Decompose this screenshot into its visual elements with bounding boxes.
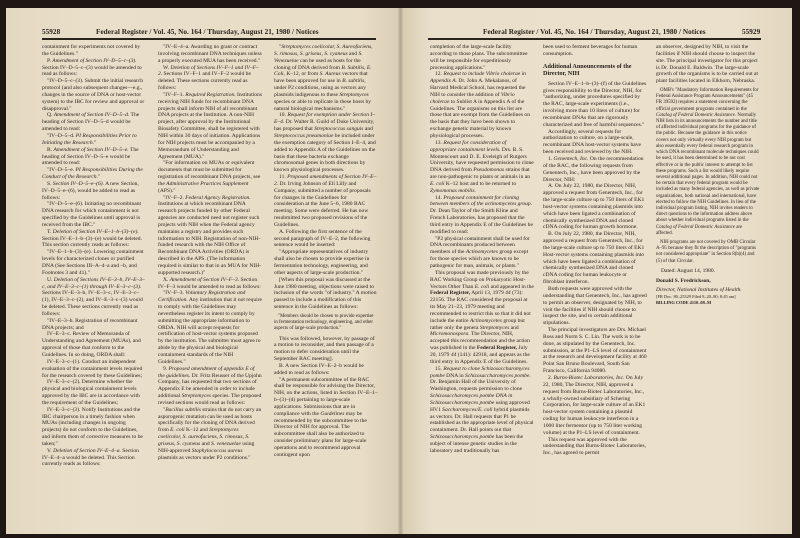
text-run: Q. [47, 112, 54, 119]
paragraph [158, 92, 262, 160]
text-run: may be recommended by the subcommittee to the Director of NIH for approval. The subcommittee shall also be authorized to consider preliminary plans for large-scale operations and to recommend approval contingent upon [274, 410, 367, 458]
text-run: hybrid plasmids as vectors. Dr. Hall requests that P1 be established as the appropriate level of physical containment. Dr. Hall points out that [430, 406, 534, 434]
paragraph [42, 331, 146, 358]
italic-text: Deletion of Section IV–E–1–b–(3)–(e). [52, 228, 139, 235]
text-run: group except for those species which are known to be pathogenic for man, animals, or plants." [430, 249, 529, 269]
text-run: The heading of Section IV–D–5–d would be amended to read: [42, 112, 140, 133]
text-run: and [347, 50, 359, 57]
paragraph [656, 287, 760, 294]
paragraph [656, 300, 760, 306]
text-run: completion of the large-scale facility according to those plans. The subcommittee will be responsible for expeditiously processing applications." [430, 44, 528, 71]
text-run: been used to ferment beverages for human consumption. [543, 44, 638, 57]
text-run: V. [47, 447, 54, 454]
text-run: Sections IV–F–1 and IV–F–2 would be deleted. These sections currently read as follows: [158, 71, 251, 92]
text-run: " [94, 139, 97, 146]
right-running-head: Federal Register / Vol. 45, No. 164 / Thursday, August 21, 1980 / Notices [483, 28, 706, 36]
italic-text: Deletion of Sections IV–F–1 and IV–F–2. [158, 64, 259, 78]
paragraph [656, 44, 760, 85]
text-run: Dr. Fritz Reusser of the Upjohn Company, has requested that two sections of Appendix E be amended in order to include additional [158, 372, 262, 400]
text-run: Dr. John A. Mekalanos, of Harvard Medical School, has requested the NIH to consider the addition of [430, 78, 526, 98]
text-run: and [509, 324, 519, 331]
text-run: Section IV–D–5–c–(3) would be amended to read as follows: [42, 64, 142, 78]
italic-text: 44 [505, 290, 511, 297]
text-run: Institutions at which recombinant DNA research projects funded by other Federal agencies are conducted need not register such projects with NIH when the Federal agency maintains a registry and provides such information to NIH. Registration of non-NIH-funded research with the NIH Office of Recombinant DNA Activities (ORDA) is described in the APS. (The information required is similar to that in an MUA for NIH-supported research.)" [158, 201, 262, 276]
text-run: 1. [548, 155, 554, 162]
text-run: This was followed, however, by passage of a motion to reconsider, and then passage of a motion to defer consideration until the September RAC meeting]. [274, 335, 375, 363]
text-run: 14. [435, 194, 444, 201]
paragraph [430, 366, 534, 455]
paragraph [42, 229, 146, 250]
paragraph [430, 71, 534, 139]
italic-text: Bacillus subtilis [165, 406, 201, 413]
text-run: Accordingly, several requests for authorization to culture, on a large-scale, recombinant DNA host-vector systems have been received and reviewed by the NIH. [543, 128, 641, 156]
text-run: OMB's "Mandatory Information Requirements for Federal Assistance Program Announcements" (45 FR 39592) requires a statement concerning the official government programs contained in the [656, 88, 759, 112]
page-fold-gutter [398, 8, 403, 534]
text-run: B. On July 22, 1980, the Director, NIH, approved a request from Genentech, Inc., for the large-scale culture up to 750 liters of EK1 Host-vector systems containing plasmids into which have been ligated a combination of chemically synthesized DNA and cloned cDNA coding for human leukocyte or fibroblast interferon. [543, 231, 645, 286]
text-column-4 [430, 44, 534, 455]
paragraph [158, 407, 262, 462]
paragraph [656, 88, 760, 237]
text-run: and [200, 440, 212, 447]
text-run: 13. [435, 139, 444, 146]
italic-text: Streptococcus pneumoniae [274, 132, 334, 139]
text-run: S. [47, 180, 53, 187]
text-run: A new Section, IV–D–5–e–(6), would be added to read as follows: [42, 180, 139, 201]
italic-text: Section IV–D–5–e–(6). [52, 180, 104, 187]
text-run: group but rather only the genera [430, 317, 525, 331]
text-run: On the recommendation of the RAC, the following requests from Genentech, Inc., have been approved by the Director, NIH: [543, 155, 644, 183]
paragraph [42, 359, 146, 380]
italic-text: Pseudomonas [473, 167, 505, 174]
text-run: "IV–D–5–e. [47, 167, 76, 174]
paragraph [42, 277, 146, 318]
italic-text: S. Venezuelae [274, 50, 363, 64]
italic-text: E. coli [474, 283, 490, 290]
text-run: The heading of Section IV–D–5–e would be amended to read: [42, 146, 139, 167]
italic-text: Vibrio cholerae [430, 91, 515, 105]
italic-text: S. venezuelae [211, 440, 241, 447]
italic-text: 44 [450, 351, 457, 358]
italic-text: Saccharomyces/E. coli [442, 406, 493, 413]
paragraph [656, 268, 760, 275]
text-run: has been the subject of intense genetic studies in the laboratory and traditionally has [430, 434, 524, 454]
text-run: Additional Announcements of the Director, NIH [543, 62, 632, 77]
text-run: Normally NIH lists in its announcements the number and title of affected individual programs for the guidance of the public. Because the guidance in this notice covers not only virtually every NIH program but also essentially every federal research program in which DNA recombinant molecule techniques could be used, it has been determined to be not cost effective or in the public interest to attempt to list these programs. Such a list would likely require several additional pages. In addition, NIH could not be certain that every federal program would be included as many federal agencies, as well as private organizations, both national and international, have elected to follow the NIH Guidelines. In lieu of the individual program listing, NIH invites readers to direct questions to the information address above about whether individual programs listed in the [656, 112, 760, 224]
section-heading [543, 63, 647, 77]
paragraph [42, 181, 146, 202]
italic-text: Guidelines [320, 410, 345, 417]
text-run: "IV–E–4–a. Awarding no grant or contract involving recombinant DNA techniques unless a properly executed MUA has been received." [158, 44, 262, 64]
paragraph [543, 375, 647, 437]
text-run: 2. [548, 374, 554, 381]
paragraph [274, 377, 378, 459]
text-run: " [279, 44, 282, 50]
text-run: P. [47, 57, 53, 64]
text-run: The principal investigators are Drs. Michael Ross and Norm S. C. Lin. The work is to be done, as stipulated by the Genentech, Inc. submission, at the P1–LS level of containment at the research and development facility at 460 Point San Bruno Boulevard, South San Francisco, California 94080. [543, 327, 647, 375]
right-header-rule [428, 38, 761, 40]
italic-text: PI Responsibilities During the Conduct of the Research. [42, 167, 143, 181]
paragraph [543, 81, 647, 129]
text-run: species. The proposed revised sections would read as follows: [158, 393, 262, 406]
paragraph [42, 112, 146, 133]
text-run: April 13, 1979 [470, 290, 506, 297]
italic-text: Voluntary Registration and Certification. [158, 290, 246, 304]
italic-text: E. coli [170, 427, 185, 434]
text-run: [FR Doc. 80–25329 Filed 8–20–80; 8:45 am] [656, 294, 736, 300]
text-run: "P2 physical containment shall be used for DNA recombinants produced between members of the [430, 235, 530, 256]
italic-text: Proposed containment for cloning between members of the actinomycetes group. [430, 194, 533, 208]
text-run: "IV–F–1. [163, 91, 186, 98]
text-run: 10. [279, 112, 288, 119]
italic-text: Request to clone Schizosaccharomyces pombe [430, 365, 530, 379]
italic-text: Director, National Institutes of Health. [656, 287, 742, 294]
italic-text: Staphylococcus aureus [191, 447, 243, 454]
text-run: Dr. Walter R. Guild of Duke University, has proposed that [274, 119, 375, 133]
text-run: be included under the exemption category of Section I–E–4, and added to Appendix A of the Guidelines on the basis that these bacteria exchange chromosomal genes in both directions by known physiological processes. [274, 132, 376, 174]
paragraph [274, 174, 378, 229]
text-run: Drs. B. S. Montencourt and D. E. Eveleigh of Rutgers University, have requested permission to clone DNA derived from [430, 146, 534, 174]
italic-text: Amendment of Section IV–F–3. [169, 276, 240, 283]
text-run: under P2 conditions, using as vectors any plasmids indigenous to these [274, 85, 366, 98]
paragraph [274, 336, 378, 363]
bold-text: Federal Register, [430, 290, 471, 297]
italic-text: Genentech, Inc. [553, 155, 589, 162]
italic-text: Micromonospora. [430, 331, 470, 338]
text-run: Both requests were approved with the understanding that Genentech, Inc., has agreed to permit an observer, designated by NIH, to visit the facilities if NIH should choose to inspect the site, and to certain additional stipulations. [543, 286, 647, 327]
italic-text: Amendment of Section IV–D–5–d. [53, 112, 130, 119]
paragraph [274, 363, 378, 377]
text-run: 12. [435, 71, 444, 78]
text-run: Any institution that it not require to comply with the Guidelines may nevertheless register its intent to comply by submitting the appropriate information to ORDA. NIH will accept requests for certification of host-vector systems proposed by the institution. The submitter must agree to abide by the physical and biological containment standards of the NIH Guidelines." [158, 297, 263, 365]
text-column-2 [158, 44, 262, 461]
italic-text: Request for exemption under Section I–E–4. [274, 112, 375, 126]
paragraph [543, 44, 647, 58]
text-run: (141): 42918, and appears as the third entry in Appendix E of the Guidelines. [430, 351, 530, 365]
italic-text: E. coli [430, 180, 445, 187]
text-run: strains that are non-pathogenic to plants or animals in an [430, 167, 530, 181]
paragraph [42, 147, 146, 168]
paragraph [158, 65, 262, 92]
text-run: IV–E–3–c–(1). Conduct an independent evaluation of the containment levels required for the research covered by these Guidelines; [42, 358, 143, 379]
text-column-1 [42, 44, 146, 468]
text-run: W. [163, 64, 171, 71]
text-run: Section IV–E–1–b–(3)–(e) would be deleted. This section currently reads as follows: [42, 235, 142, 249]
text-run: strains that do not carry an asporogenic mutation can be used as hosts specifically for the cloning of DNA derived from [158, 406, 262, 434]
text-run: K–12 and [184, 427, 210, 434]
text-run: containment for experiments not covered by the Guidelines." [42, 44, 141, 57]
bold-text: Federal Register, [476, 345, 517, 352]
text-run: "Appropriate representatives of industry shall also be chosen to provide expertise in fermentation technology, engineering, and other aspects of large-scale production." [274, 249, 370, 276]
text-run: using approved HV1 [430, 399, 530, 413]
text-run: On July 22, 1980, The Director, NIH, approved a request from Burns-Biotec Laboratories, Inc., a wholly-owned subsidiary of Schering Corporation, for large-scale culture of an EK1 host-vector system containing a plasmid coding for human leukocyte interferon in a 1000 liter fermentor (up to 750 liter working volume) at the P1–LS level of containment. [543, 374, 646, 436]
italic-text: Zymomonas mobilis. [430, 187, 476, 194]
paragraph [158, 195, 262, 277]
paragraph [42, 78, 146, 112]
right-page-number: 55929 [742, 28, 761, 36]
text-run: T. [47, 228, 53, 235]
italic-text: Streptomyces [181, 393, 211, 400]
text-run: Section IV–F–3 would be amended to read as follows: [158, 276, 261, 290]
paragraph [42, 133, 146, 147]
bold-text: Donald S. Fredrickson, [656, 277, 711, 284]
paragraph [430, 270, 534, 366]
italic-text: Streptomyces coelicolor, S. aureofaciens, S. rimosus, S. griseus, S. cyaneus [158, 427, 250, 447]
text-run: "IV–E–3–b. Registration of recombinant DNA projects; and [42, 317, 138, 331]
paragraph [42, 201, 146, 228]
paragraph [274, 229, 378, 250]
text-run: (APS)." [158, 187, 176, 194]
text-run: B. A new Section IV–E–2–b would be added to read as follows: [274, 362, 364, 376]
text-run: The Director, NIH, accepted this recommendation and the action was published in the [430, 331, 530, 352]
text-run: A. Following the first sentence of the second paragraph of IV–E–2, the following sentence would be inserted: [274, 228, 371, 249]
paragraph [543, 129, 647, 156]
text-run: Dr. Benjamin Hall of the University of Washington, requests permission to clone [430, 379, 523, 393]
italic-text: Actinomycetes [469, 317, 502, 324]
italic-text: Request for consideration of appropriate containment levels. [430, 139, 507, 153]
paragraph [430, 44, 534, 71]
italic-text: Deletion of Sections IV–E–3–b, IV–E–3–c, and IV–E–3–c–(1) through IV–E–3–c–(3). [42, 276, 145, 290]
paragraph [430, 195, 534, 236]
paragraph [543, 437, 647, 458]
text-run: "IV–F–2. [163, 194, 186, 201]
italic-text: B. Subtilis, E. Coli, [274, 64, 372, 78]
text-run: can be used as hosts for the cloning of DNA derived from [274, 57, 361, 71]
paragraph [42, 407, 146, 448]
text-run: "A permanent subcommittee of the RAC shall be responsible for advising the Director, NIH, on the actions, listed in Section IV–E–1–b–(3)–(d) pertaining to large-scale applications. Submissions that are in compliance with the [274, 376, 378, 417]
italic-text: Amendment of Section IV–D–5–e. [53, 146, 129, 153]
text-run: Dated: August 14, 1980. [661, 267, 716, 274]
text-run: 9. [163, 365, 169, 372]
text-run: vectors that have been approved for use in [274, 71, 368, 85]
paragraph [42, 249, 146, 276]
text-run: " [97, 174, 101, 181]
paragraph [543, 286, 647, 327]
paragraph [656, 278, 760, 285]
paragraph [158, 366, 262, 407]
paragraph [158, 160, 262, 194]
text-run: DNA in [444, 372, 465, 379]
paragraph [656, 240, 760, 265]
paragraph [274, 277, 378, 311]
italic-text: Request to include Vibrio cholerae in Appendix A. [430, 71, 526, 85]
text-run: plasmids as vectors under P2 conditions." [158, 454, 251, 461]
text-run: using NIH-approved [158, 440, 255, 454]
italic-text: Schizosaccharomyces pombe DNA in Schizosaccharomyces pombe [430, 393, 513, 406]
text-run: Section IV–E–1–b–(3)–(f) of the Guidelines gives responsibility to the Director, NIH, for "authorizing, under procedures specified by the RAC, large-scale experiments (i.e., involving more than 10 liters of culture) for recombinant DNAs that are rigorously characterized and free of harmful sequences." [543, 80, 647, 128]
text-run: and appeared in the [489, 283, 534, 290]
italic-text: Streptomyces [479, 324, 510, 331]
text-run: "IV–D–5–e–(6). Initiating no recombinant DNA research for which containment is not specified by the Guidelines until approval is received from the IBC." [42, 201, 142, 228]
paragraph [42, 448, 146, 469]
paragraph [543, 231, 647, 286]
text-run: K–12 host and to be returned to [444, 180, 517, 187]
paragraph [42, 379, 146, 406]
text-run: Dr. Dean Taylor of the Smith Kline and French Laboratories, has proposed that the third entry in Appendix E of the Guidelines be modified to read: [430, 208, 533, 235]
text-run: Dr. Irving Johnson of Eli Lilly and Company, submitted a number of proposals for changes in the Guidelines for consideration at the June 5–6, 1980 RAC meeting. Some were deferred. He has now resubmitted two proposed revisions of the Guidelines. [274, 180, 371, 228]
italic-text: Proposed amendments of Section IV–E–2. [274, 174, 377, 187]
paragraph [274, 314, 378, 333]
left-page-number: 55928 [42, 28, 61, 36]
text-run: "Members should be chosen to provide expertise in fermentation technology, engineering, and other aspects of large-scale production." [274, 313, 374, 332]
text-run: 15. [435, 365, 444, 372]
text-column-5 [543, 44, 647, 457]
italic-text: Amendment of Section IV–D–5–c–(3). [52, 57, 137, 64]
bold-text: BILLING CODE 4110–08–M [656, 300, 712, 306]
italic-text: Streptococcus sanguis [314, 126, 364, 133]
text-run: X. [163, 276, 170, 283]
paragraph [543, 156, 647, 183]
italic-text: Schizosaccharomyces pombe. [464, 372, 531, 379]
text-run: This request was approved with the understanding that Burns-Biotec Laboratories, Inc., has agreed to permit [543, 436, 646, 457]
paragraph [274, 112, 378, 174]
text-run: [When this proposal was discussed at the June 1980 meeting, objections were raised to inclusion of the words "of industry." A motion passed to include a modification of this sentence in the Guidelines as follows: [274, 276, 377, 311]
text-run: "IV–D–5–c–(3). Submit the initial research protocol (and also subsequent changes—e.g., changes in the source of DNA or host-vector system) to the IBC for review and approval or disapproval." [42, 78, 145, 112]
text-run: K–12, or from [284, 71, 320, 78]
paragraph [42, 44, 146, 58]
italic-text: Streptomyces coelicolar, S. Aureofaciens, S. rimosus, S. griseus, S. cyaneus [274, 44, 373, 57]
italic-text: Deletion of Section IV–E–4–a. [53, 447, 121, 454]
text-run: to Sublist A in Appendix A of the Guidelines. The organisms on this list are those that are exempt from the Guidelines on the basis that they have been shown to exchange genetic material by known physiological processes. [430, 98, 530, 139]
italic-text: S. Aureus [319, 71, 341, 78]
text-run: Section IV–E–4–a would be deleted. This Section currently reads as follows: [42, 447, 139, 468]
paragraph [543, 327, 647, 375]
italic-text: Actinomycetes [465, 249, 498, 256]
left-running-head: Federal Register / Vol. 45, No. 164 / Thursday, August 21, 1980 / Notices [96, 28, 319, 36]
paragraph [274, 44, 378, 112]
paragraph [42, 58, 146, 79]
text-run: IV–E–3–c–(3). Notify Institutions and the IBC chairperson in a timely fashion when MUAs (including changes in ongoing projects) do not conform to the Guidelines, and inform them of corrective measures to be taken;" [42, 406, 143, 447]
italic-text: PI Responsibilities Prior to Initiating the Research. [42, 132, 137, 146]
text-run: A. On July 22, 1980, the Director, NIH, approved a request from Genentech, Inc., for the large-scale culture up to 750 liters of EK1 host-vector systems containing plasmids into which have been ligated a combination of chemically synthesized DNA and cloned cDNA coding for human growth hormone. [543, 183, 645, 231]
paragraph [430, 236, 534, 270]
text-run: species or able to replicate in these hosts by natural biological mechanisms." [274, 98, 372, 112]
text-run: 11. [279, 174, 288, 181]
text-run: and [363, 126, 373, 133]
italic-text: Schizosaccharomyces pombe [430, 434, 495, 441]
text-run: "IV–E–1–b–(3)–(e). Lowering containment levels for characterized clones or purified DNA (See Sections III–A–4–a and –b, and Footnotes 3 and 41)." [42, 249, 144, 276]
italic-text: Federal Agency Registration. [185, 194, 251, 201]
italic-text: Catalog of Federal Domestic Assistance [656, 224, 735, 230]
text-column-6 [656, 44, 760, 306]
italic-text: Administrative Practices Supplement [166, 180, 249, 187]
text-run: are affected. [656, 224, 743, 236]
text-run: IV–E–3–c–(2). Determine whether the physical and biological containment levels approved by the IBC are in accordance with the requirement of the Guidelines; [42, 379, 140, 406]
paragraph [42, 167, 146, 181]
text-run: "IV–F–3. [163, 290, 186, 297]
italic-text: B. subtilis, [342, 78, 366, 85]
text-run: NIH programs are not covered by OMB Circular A–95 because they fit the description of "programs not considered appropriate" in Section 8(b)(4) and (5) of that Circular. [656, 239, 756, 264]
text-run: "IV–D–5–d. [47, 132, 76, 139]
text-column-3 [274, 44, 378, 459]
text-run: Sections IV–E–3–b, IV–E–3–c, IV–E–3–c–(1), IV–E–3–c–(2), and IV–E–3–c–(3) would be deleted. These sections currently read as follows: [42, 290, 143, 317]
paragraph [42, 318, 146, 332]
italic-text: Burns-Biotec Laboratories, Inc. [553, 374, 625, 381]
italic-text: Proposed amendment of appendix E of the guidelines. [158, 365, 255, 379]
paragraph [158, 290, 262, 365]
paragraph [274, 249, 378, 276]
text-run: Institutions receiving NIH funds for recombinant DNA projects shall inform NIH of all recombinant DNA projects at the Institution. A non-NIH project, after approval by the Institutional Biosafety Committee, shall be registered with NIH within 30 days of initiation. Applications for NIH projects must be accompanied by a Memorandum of Understanding and Agreement (MUA)." [158, 91, 262, 160]
paragraph [158, 44, 262, 65]
text-run: This proposal was made previously by the RAC Working Group on Prokaryotic Host-Vectors Other Than [430, 269, 529, 290]
italic-text: Required Registration. [185, 91, 236, 98]
paragraph [430, 140, 534, 195]
text-run: July 20, 1979 [430, 345, 528, 358]
paragraph [158, 277, 262, 291]
left-header-rule [42, 38, 376, 40]
text-run: IV–E–3–c. Review of Memoranda of Understanding and Agreement (MUAs), and approval of those that conform to the Guidelines. In so doing, ORDA shall: [42, 331, 141, 358]
text-run: "For information on MUAs or equivalent documents that must be submitted for registration of recombinant DNA projects, see the [158, 160, 261, 187]
text-run: an observer, designed by NIH, to visit the facilities if NIH should choose to inspect the site. The principal investigator for this project is Dr. Donald E. Baldwin. The large-scale growth of the organisms is to be carried out at plant facilities located in Elkhorn, Nebraska. [656, 44, 759, 85]
text-run: R. [47, 146, 54, 153]
paragraph [543, 183, 647, 231]
italic-text: Streptomyces [339, 91, 369, 98]
text-run: (73): 22156. The RAC considered the proposal at its May 21–23, 1979 meeting and recommended to restrict this so that it did not include the entire [430, 290, 531, 324]
text-run: U. [47, 276, 54, 283]
text-run: " [163, 406, 166, 413]
italic-text: Catalog of Federal Domestic Assistance. [656, 112, 737, 118]
